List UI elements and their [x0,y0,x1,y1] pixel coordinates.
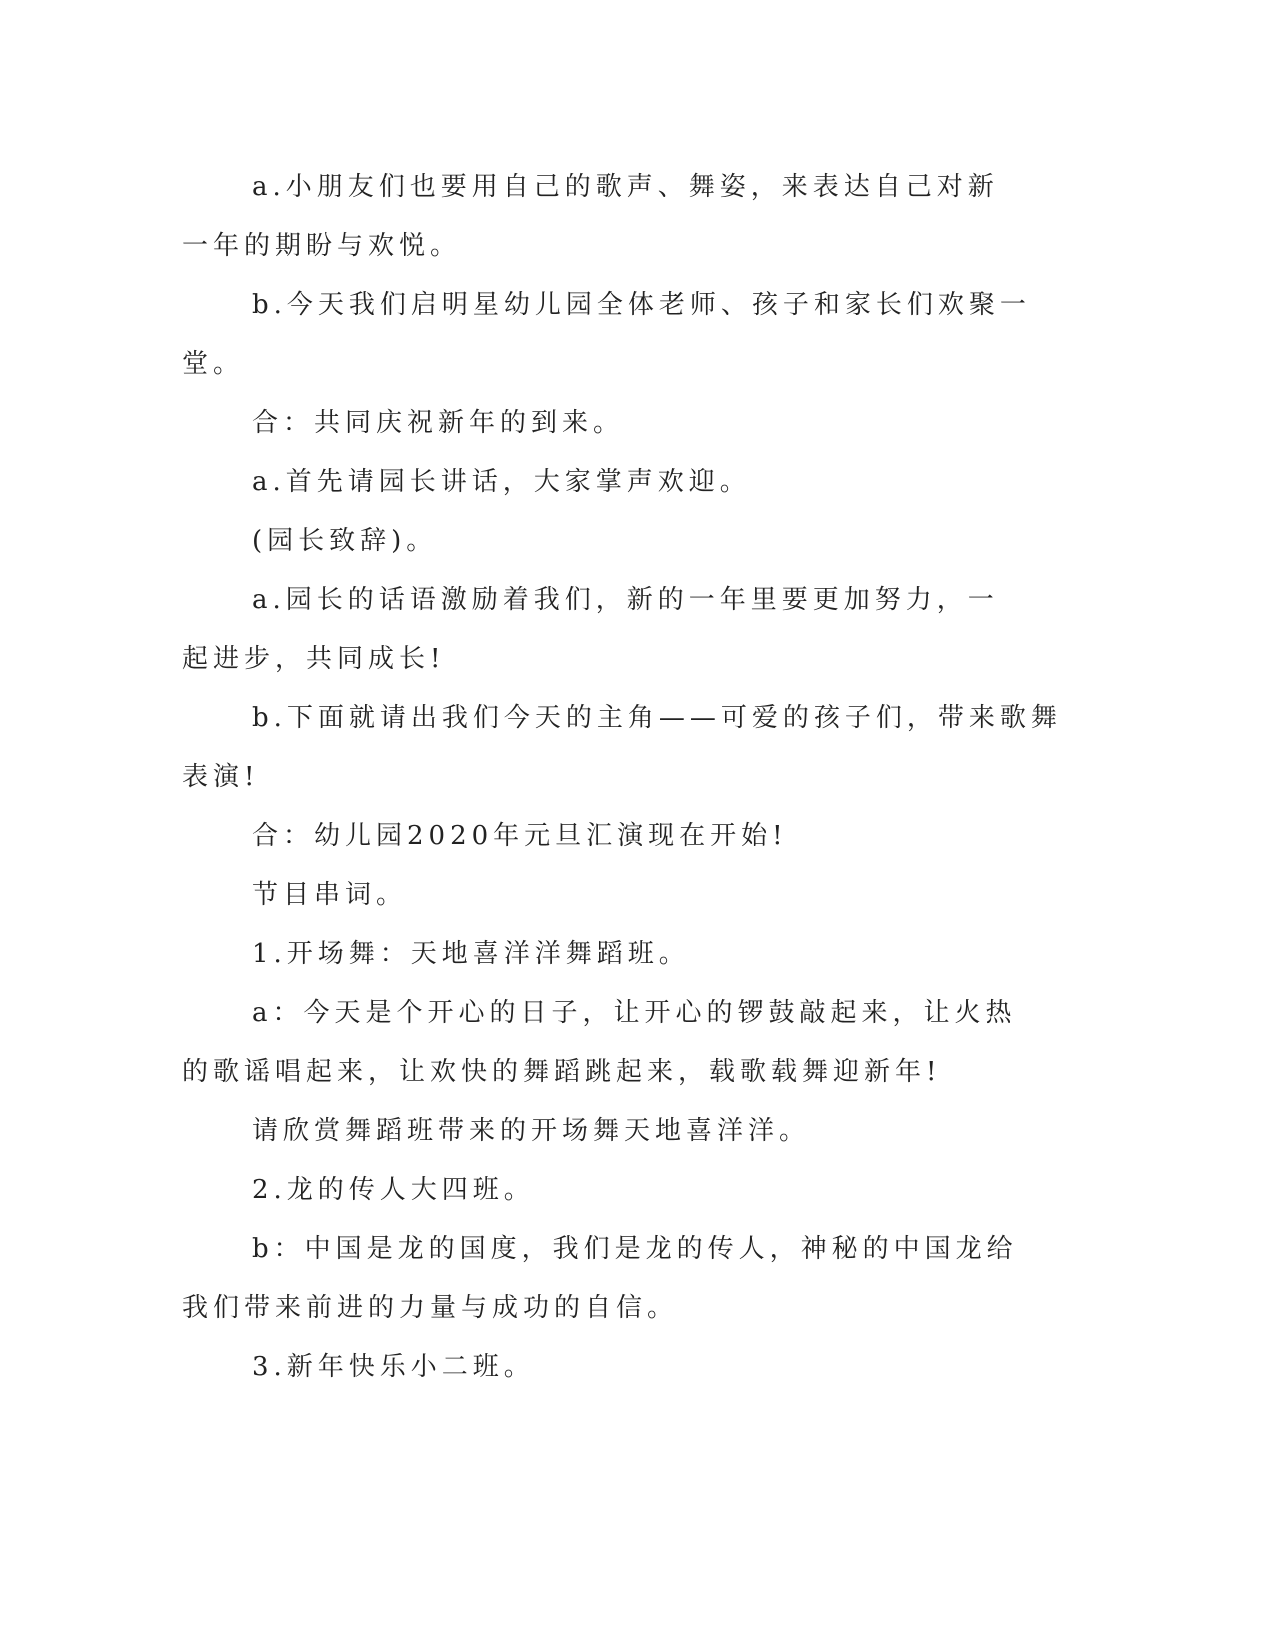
paragraph: a：今天是个开心的日子，让开心的锣鼓敲起来，让火热的歌谣唱起来，让欢快的舞蹈跳起来，载歌载舞迎新年! [182,998,1017,1087]
paragraph: 3.新年快乐小二班。 [252,1352,535,1382]
paragraph: 合：共同庆祝新年的到来。 [252,408,625,438]
paragraph: b.今天我们启明星幼儿园全体老师、孩子和家长们欢聚一堂。 [182,290,1031,379]
paragraph: a.首先请园长讲话，大家掌声欢迎。 [252,467,751,497]
paragraph: b：中国是龙的国度，我们是龙的传人，神秘的中国龙给我们带来前进的力量与成功的自信。 [182,1234,1018,1323]
paragraph: a.小朋友们也要用自己的歌声、舞姿，来表达自己对新一年的期盼与欢悦。 [182,172,999,261]
paragraph: 1.开场舞：天地喜洋洋舞蹈班。 [252,939,690,969]
paragraph: 请欣赏舞蹈班带来的开场舞天地喜洋洋。 [252,1116,811,1146]
document-body [182,158,1072,1397]
paragraph: 合：幼儿园2020年元旦汇演现在开始! [252,821,788,851]
paragraph: 节目串词。 [252,880,408,910]
paragraph: b.下面就请出我们今天的主角——可爱的孩子们，带来歌舞表演! [182,703,1062,792]
paragraph: 2.龙的传人大四班。 [252,1175,535,1205]
paragraph: a.园长的话语激励着我们，新的一年里要更加努力，一起进步，共同成长! [182,585,999,674]
paragraph: (园长致辞)。 [252,526,438,556]
